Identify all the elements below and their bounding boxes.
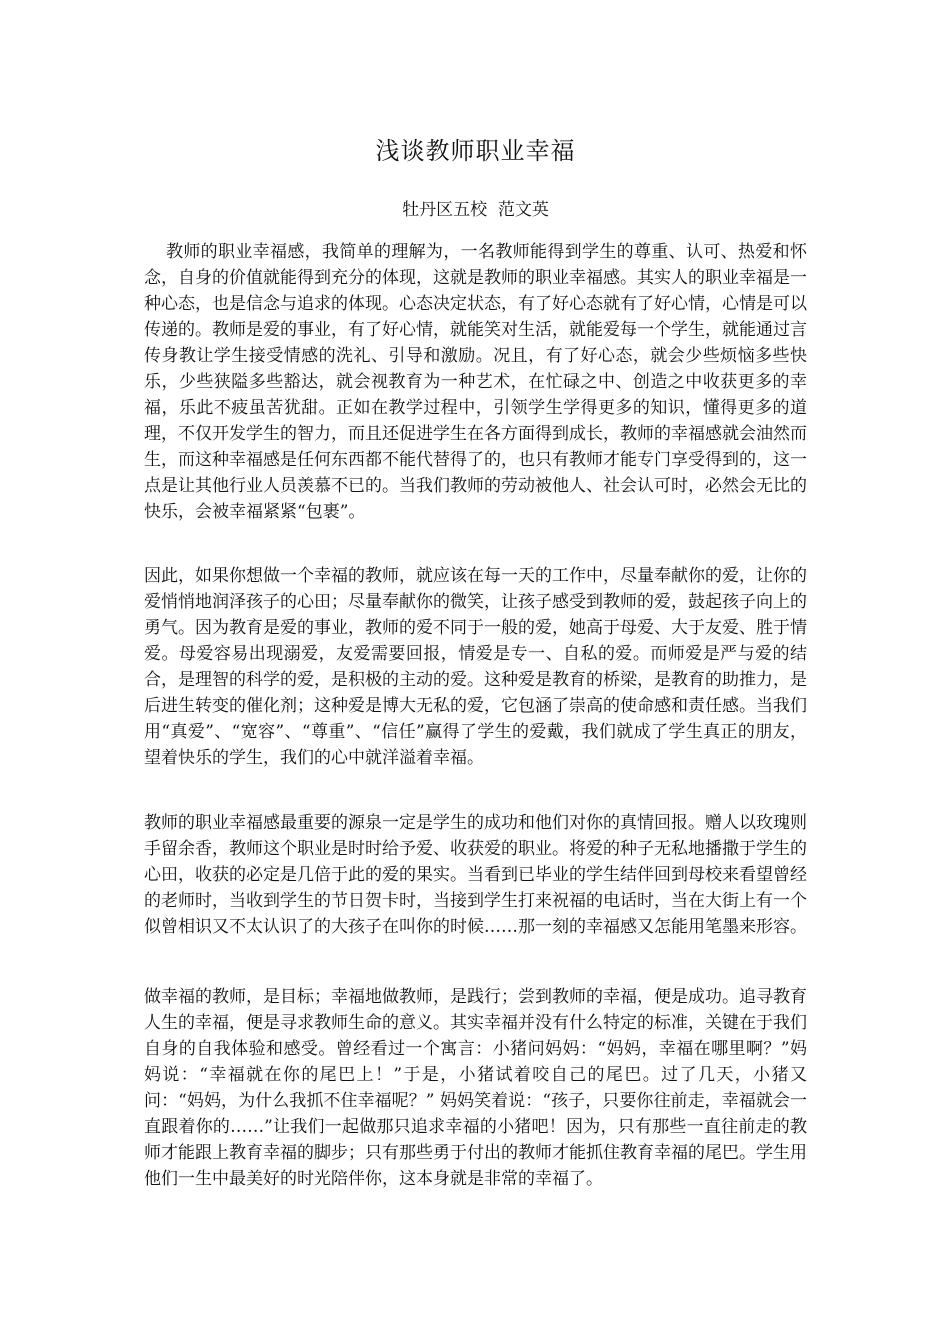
document-page <box>144 0 807 1344</box>
paragraph-4: 做幸福的教师，是目标；幸福地做教师，是践行；尝到教师的幸福，便是成功。追寻教育人生的幸福，便是寻求教师生命的意义。其实幸福并没有什么特定的标准，关键在于我们自身的自我体验和感受。曾经看过一个寓言：小猪问妈妈：“妈妈，幸福在哪里啊？”妈妈说：“幸福就在你的尾巴上！”于是，小猪试着咬自己的尾巴。过了几天，小猪又问：“妈妈，为什么我抓不住幸福呢？” 妈妈笑着说：“孩子，只要你往前走，幸福就会一直跟着你的……”让我们一起做那只追求幸福的小猪吧！因为，只有那些一直往前走的教师才能跟上教育幸福的脚步；只有那些勇于付出的教师才能抓住教育幸福的尾巴。学生用他们一生中最美好的时光陪伴你，这本身就是非常的幸福了。 <box>144 987 807 1189</box>
paragraph-1: 教师的职业幸福感，我简单的理解为，一名教师能得到学生的尊重、认可、热爱和怀念，自身的价值就能得到充分的体现，这就是教师的职业幸福感。其实人的职业幸福是一种心态，也是信念与追求的体现。心态决定状态，有了好心态就有了好心情，心情是可以传递的。教师是爱的事业，有了好心情，就能笑对生活，就能爱每一个学生，就能通过言传身教让学生接受情感的洗礼、引导和激励。况且，有了好心态，就会少些烦恼多些快乐，少些狭隘多些豁达，就会视教育为一种艺术，在忙碌之中、创造之中收获更多的幸福，乐此不疲虽苦犹甜。正如在教学过程中，引领学生学得更多的知识，懂得更多的道理，不仅开发学生的智力，而且还促进学生在各方面得到成长，教师的幸福感就会油然而生，而这种幸福感是任何东西都不能代替得了的，也只有教师才能专门享受得到的，这一点是让其他行业人员羡慕不已的。当我们教师的劳动被他人、社会认可时，必然会无比的快乐，会被幸福紧紧“包裹”。 <box>144 242 807 522</box>
paragraph-2: 因此，如果你想做一个幸福的教师，就应该在每一天的工作中，尽量奉献你的爱，让你的爱悄悄地润泽孩子的心田；尽量奉献你的微笑，让孩子感受到教师的爱，鼓起孩子向上的勇气。因为教育是爱的事业，教师的爱不同于一般的爱，她高于母爱、大于友爱、胜于情爱。母爱容易出现溺爱，友爱需要回报，情爱是专一、自私的爱。而师爱是严与爱的结合，是理智的科学的爱，是积极的主动的爱。这种爱是教育的桥梁，是教育的助推力，是后进生转变的催化剂；这种爱是博大无私的爱，它包涵了崇高的使命感和责任感。当我们用“真爱”、“宽容”、“尊重”、“信任”赢得了学生的爱戴，我们就成了学生真正的朋友，望着快乐的学生，我们的心中就洋溢着幸福。 <box>144 566 807 768</box>
document-title: 浅谈教师职业幸福 <box>375 137 576 165</box>
paragraph-3: 教师的职业幸福感最重要的源泉一定是学生的成功和他们对你的真情回报。赠人以玫瑰则手留余香，教师这个职业是时时给予爱、收获爱的职业。将爱的种子无私地播撒于学生的心田，收获的必定是几倍于此的爱的果实。当看到已毕业的学生结伴回到母校来看望曾经的老师时，当收到学生的节日贺卡时，当接到学生打来祝福的电话时，当在大街上有一个似曾相识又不太认识了的大孩子在叫你的时候……那一刻的幸福感又怎能用笔墨来形容。 <box>144 813 807 937</box>
document-author: 牡丹区五校 范文英 <box>402 200 549 220</box>
